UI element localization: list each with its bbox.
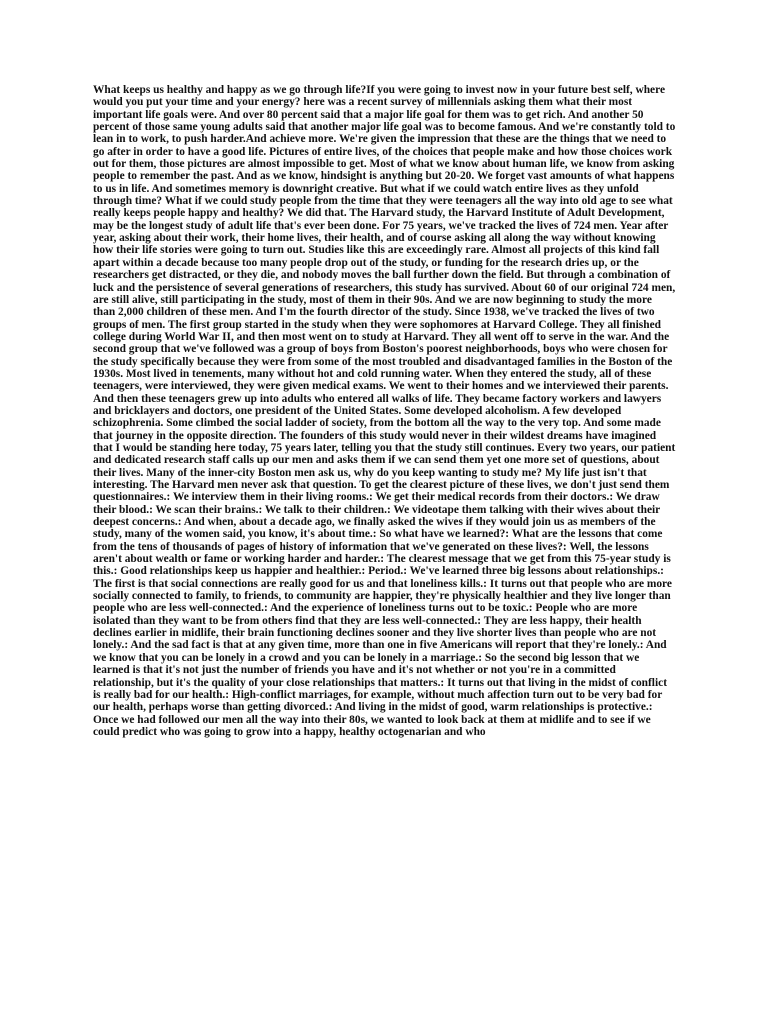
- body-paragraph: What keeps us healthy and happy as we go through life?If you were going to invest now in your future best self, where would you put your time and your energy? here was a recent survey of millennials asking them what their most important life goals were. And over 80 percent said that a major life goal for them was to get rich. And another 50 percent of those same young adults said that another major life goal was to become famous. And we're constantly told to lean in to work, to push harder.And achieve more. We're given the impression that these are the things that we need to go after in order to have a good life. Pictures of entire lives, of the choices that people make and how those choices work out for them, those pictures are almost impossible to get. Most of what we know about human life, we know from asking people to remember the past. And as we know, hindsight is anything but 20-20. We forget vast amounts of what happens to us in life. And sometimes memory is downright creative. But what if we could watch entire lives as they unfold through time? What if we could study people from the time that they were teenagers all the way into old age to see what really keeps people happy and healthy? We did that. The Harvard study, the Harvard Institute of Adult Development, may be the longest study of adult life that's ever been done. For 75 years, we've tracked the lives of 724 men. Year after year, asking about their work, their home lives, their health, and of course asking all along the way without knowing how their life stories were going to turn out. Studies like this are exceedingly rare. Almost all projects of this kind fall apart within a decade because too many people drop out of the study, or funding for the research dries up, or the researchers get distracted, or they die, and nobody moves the ball further down the field. But through a combination of luck and the persistence of several generations of researchers, this study has survived. About 60 of our original 724 men, are still alive, still participating in the study, most of them in their 90s. And we are now beginning to study the more than 2,000 children of these men. And I'm the fourth director of the study. Since 1938, we've tracked the lives of two groups of men. The first group started in the study when they were sophomores at Harvard College. They all finished college during World War II, and then most went on to study at Harvard. They all went off to serve in the war. And the second group that we've followed was a group of boys from Boston's poorest neighborhoods, boys who were chosen for the study specifically because they were from some of the most troubled and disadvantaged families in the Boston of the 1930s. Most lived in tenements, many without hot and cold running water. When they entered the study, all of these teenagers, were interviewed, they were given medical exams. We went to their homes and we interviewed their parents. And then these teenagers grew up into adults who entered all walks of life. They became factory workers and lawyers and bricklayers and doctors, one president of the United States. Some developed alcoholism. A few developed schizophrenia. Some climbed the social ladder of society, from the bottom all the way to the very top. And some made that journey in the opposite direction. The founders of this study would never in their wildest dreams have imagined that I would be standing here today, 75 years later, telling you that the study still continues. Every two years, our patient and dedicated research staff calls up our men and asks them if we can send them yet one more set of questions, about their lives. Many of the inner-city Boston men ask us, why do you keep wanting to study me? My life just isn't that interesting. The Harvard men never ask that question. To get the clearest picture of these lives, we don't just send them questionnaires.: We interview them in their living rooms.: We get their medical records from their doctors.: We draw their blood.: We scan their brains.: We talk to their children.: We videotape them talking with their wives about their deepest concerns.: And when, about a decade ago, we finally asked the wives if they would join us as members of the study, many of the women said, you know, it's about time.: So what have we learned?: What are the lessons that come from the tens of thousands of pages of history of information that we've generated on these lives?: Well, the lessons aren't about wealth or fame or working harder and harder.: The clearest message that we get from this 75-year study is this.: Good relationships keep us happier and healthier.: Period.: We've learned three big lessons about relationships.: The first is that social connections are really good for us and that loneliness kills.: It turns out that people who are more socially connected to family, to friends, to community are happier, they're physically healthier and they live longer than people who are less well-connected.: And the experience of loneliness turns out to be toxic.: People who are more isolated than they want to be from others find that they are less well-connected.: They are less happy, their health declines earlier in midlife, their brain functioning declines sooner and they live shorter lives than people who are not lonely.: And the sad fact is that at any given time, more than one in five Americans will report that they're lonely.: And we know that you can be lonely in a crowd and you can be lonely in a marriage.: So the second big lesson that we learned is that it's not just the number of friends you have and it's not whether or not you're in a committed relationship, but it's the quality of your close relationships that matters.: It turns out that living in the midst of conflict is really bad for our health.: High-conflict marriages, for example, without much affection turn out to be very bad for our health, perhaps worse than getting divorced.: And living in the midst of good, warm relationships is protective.: Once we had followed our men all the way into their 80s, we wanted to look back at them at midlife and to see if we could predict who was going to grow into a happy, healthy octogenarian and who: [93, 84, 676, 738]
